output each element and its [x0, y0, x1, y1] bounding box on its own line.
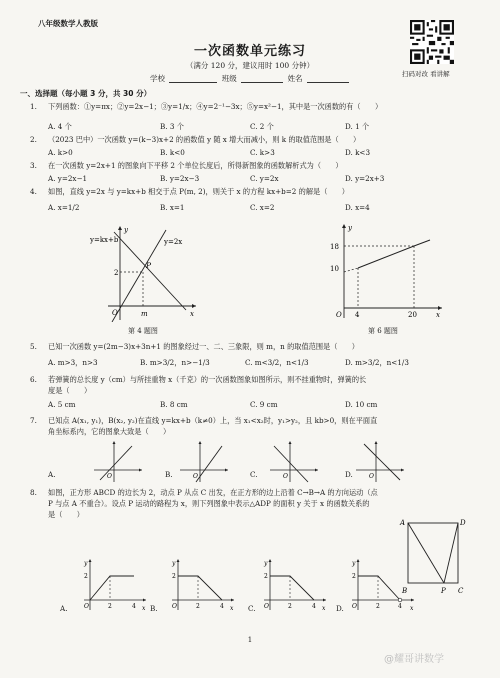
svg-text:4: 4 [132, 603, 136, 610]
question-text: 如图，直线 y=2x 与 y=kx+b 相交于点 P(m, 2)，则关于 x 的方程 kx+b=2 的解是（ ） [48, 187, 349, 196]
option-d[interactable]: D. k<3 [345, 148, 371, 157]
question-8-cont: P 与点 A 不重合）。设点 P 运动的路程为 x，则下列图象中表示△ADP 的面积 y 关于 x 的函数关系的 [48, 499, 370, 508]
svg-text:2: 2 [172, 573, 176, 580]
question-text: 若弹簧的总长度 y（cm）与所挂重物 x（千克）的一次函数图象如图所示，则不挂重物时，弹簧的长 [48, 375, 367, 384]
label-y: y [124, 226, 128, 234]
figure-q6 [326, 222, 446, 322]
label-p: P [441, 587, 446, 595]
label-p: P [146, 261, 152, 270]
figure-q4 [88, 222, 200, 322]
svg-text:x: x [142, 605, 146, 612]
svg-text:y: y [352, 560, 356, 567]
svg-text:2: 2 [288, 603, 292, 610]
svg-text:2: 2 [352, 573, 356, 580]
svg-text:2: 2 [264, 573, 268, 580]
figure-4-caption: 第 4 题图 [128, 327, 158, 335]
svg-text:4: 4 [220, 603, 224, 610]
option-c[interactable]: C. x=2 [250, 203, 275, 212]
svg-text:2: 2 [84, 573, 88, 580]
page-title: 一次函数单元练习 [193, 44, 306, 59]
school-blank[interactable] [169, 74, 217, 83]
q7-graph-c[interactable] [268, 440, 320, 484]
page-number: 1 [247, 636, 253, 644]
watermark: @耀哥讲数学 [384, 654, 444, 665]
option-c[interactable]: C. [248, 604, 256, 613]
option-d[interactable]: D. [345, 470, 353, 479]
option-c[interactable]: C. y=2x [250, 174, 279, 183]
q8-graph-b[interactable] [160, 556, 238, 612]
question-6 [30, 375, 366, 385]
svg-text:2: 2 [108, 603, 112, 610]
label-2x: y=2x [164, 238, 183, 246]
option-b[interactable]: B. k<0 [160, 148, 185, 157]
option-c[interactable]: C. m<3/2，n<1/3 [245, 358, 309, 367]
name-blank[interactable] [307, 74, 349, 83]
option-c[interactable]: C. 9 cm [250, 400, 278, 409]
spring-line [358, 246, 414, 268]
question-7-cont: 角坐标系内，它的图象大致是（ ） [48, 427, 171, 436]
name-label: 姓名 [287, 74, 303, 83]
q7-graph-b[interactable] [178, 440, 230, 484]
question-text: 如图，正方形 ABCD 的边长为 2，动点 P 从点 C 出发，在正方形的边上沿着 C→B→A 的方向运动（点 [48, 488, 378, 497]
svg-text:4: 4 [398, 603, 402, 610]
label-d: D [460, 519, 466, 527]
question-8-cont2: 是（ ） [48, 510, 84, 519]
qr-caption: 扫码对改 看讲解 [402, 70, 450, 78]
svg-text:O: O [193, 473, 198, 480]
option-c[interactable]: C. [250, 470, 258, 479]
q7-graph-d[interactable] [354, 440, 406, 484]
option-b[interactable]: B. 3 个 [160, 122, 184, 131]
label-kxb: y=kx+b [90, 236, 119, 244]
question-2 [30, 135, 360, 145]
label-4: 4 [355, 311, 360, 319]
label-x: x [436, 311, 440, 319]
page-subtitle: （满分 120 分，建议用时 100 分钟） [185, 61, 315, 70]
question-4 [30, 187, 349, 197]
q8-graph-c[interactable] [252, 556, 330, 612]
svg-text:x: x [410, 605, 414, 612]
option-b[interactable]: B. x=1 [160, 203, 185, 212]
question-number: 4. [30, 187, 37, 196]
question-number: 5. [30, 342, 37, 351]
question-number: 7. [30, 416, 37, 425]
label-y: y [348, 224, 352, 232]
svg-text:2: 2 [376, 603, 380, 610]
label-b: B [402, 587, 408, 595]
svg-text:O: O [107, 473, 112, 480]
school-label: 学校 [150, 74, 165, 83]
question-3 [30, 161, 343, 171]
svg-text:4: 4 [312, 603, 316, 610]
question-number: 6. [30, 375, 37, 384]
option-a[interactable]: A. m>3，n>3 [48, 358, 98, 367]
question-text: 已知一次函数 y=(2m−3)x+3n+1 的图象经过一、二、三象限，则 m，n 的取值范围是（ ） [48, 342, 359, 351]
svg-text:x: x [230, 605, 234, 612]
class-blank[interactable] [241, 74, 283, 83]
question-text: 在一次函数 y=2x+1 的图象向下平移 2 个单位长度后，所得新图象的函数解析式为（ ） [48, 161, 343, 170]
label-m: m [141, 310, 148, 318]
option-d[interactable]: D. y=2x+3 [345, 174, 385, 183]
option-a[interactable]: A. 5 cm [48, 400, 76, 409]
label-a: A [400, 519, 406, 527]
option-a[interactable]: A. [48, 470, 56, 479]
question-text: 下列函数：①y=πx；②y=2x−1；③y=1/x；④y=2⁻¹−3x；⑤y=x²−1，其中是一次函数的有（ ） [48, 102, 383, 111]
option-a[interactable]: A. y=2x−1 [48, 174, 88, 183]
label-two: 2 [114, 269, 119, 277]
q8-graph-d[interactable] [340, 556, 418, 612]
svg-text:O: O [352, 603, 357, 610]
option-d[interactable]: D. [336, 604, 344, 613]
option-d[interactable]: D. 1 个 [345, 122, 370, 131]
svg-text:y: y [264, 560, 268, 567]
option-b[interactable]: B. [165, 470, 173, 479]
student-info [150, 73, 351, 84]
q7-graph-a[interactable] [92, 440, 144, 484]
label-c: C [458, 587, 464, 595]
option-c[interactable]: C. 2 个 [250, 122, 274, 131]
q8-graph-a[interactable] [72, 556, 150, 612]
question-8 [30, 488, 378, 498]
option-d[interactable]: D. x=4 [345, 203, 370, 212]
question-1 [30, 102, 382, 112]
question-7 [30, 416, 377, 426]
label-origin: O [336, 311, 342, 319]
label-10: 10 [330, 265, 339, 273]
label-x: x [190, 310, 194, 318]
option-b[interactable]: B. m>3/2，n>−1/3 [140, 358, 210, 367]
svg-text:2: 2 [196, 603, 200, 610]
svg-text:O: O [172, 603, 177, 610]
svg-text:y: y [172, 560, 176, 567]
svg-text:O: O [283, 473, 288, 480]
svg-text:O: O [264, 603, 269, 610]
question-text: （2023 巴中）一次函数 y=(k−3)x+2 的函数值 y 随 x 增大而减小，则 k 的取值范围是（ ） [48, 135, 361, 144]
question-number: 3. [30, 161, 37, 170]
svg-text:y: y [84, 560, 88, 567]
option-b[interactable]: B. 8 cm [160, 400, 188, 409]
label-18: 18 [330, 243, 339, 251]
option-d[interactable]: D. m>3/2，n<1/3 [345, 358, 409, 367]
question-number: 8. [30, 488, 37, 497]
option-d[interactable]: D. 10 cm [345, 400, 378, 409]
figure-6-caption: 第 6 题图 [368, 327, 398, 335]
question-number: 1. [30, 102, 37, 111]
question-5 [30, 342, 359, 352]
svg-text:O: O [84, 603, 89, 610]
question-6-cont: 度是（ ） [48, 386, 92, 395]
option-b[interactable]: B. y=2x−3 [160, 174, 200, 183]
option-a[interactable]: A. x=1/2 [48, 203, 80, 212]
option-a[interactable]: A. [60, 604, 68, 613]
svg-text:x: x [322, 605, 326, 612]
option-a[interactable]: A. 4 个 [48, 122, 72, 131]
class-label: 班级 [221, 74, 237, 83]
label-origin: O [112, 309, 118, 317]
grade-label: 八年级数学人教版 [38, 19, 98, 28]
question-number: 2. [30, 135, 37, 144]
option-a[interactable]: A. k>0 [48, 148, 73, 157]
option-b[interactable]: B. [150, 604, 158, 613]
label-20: 20 [408, 311, 417, 319]
svg-text:O: O [369, 473, 374, 480]
section-heading: 一、选择题（每小题 3 分，共 30 分） [20, 89, 152, 98]
question-text: 已知点 A(x₁, y₁)，B(x₂, y₂)在直线 y=kx+b（k≠0）上，当 x₁<x₂时，y₁>y₂，且 kb>0，则在平面直 [48, 416, 378, 425]
option-c[interactable]: C. k>3 [250, 148, 275, 157]
